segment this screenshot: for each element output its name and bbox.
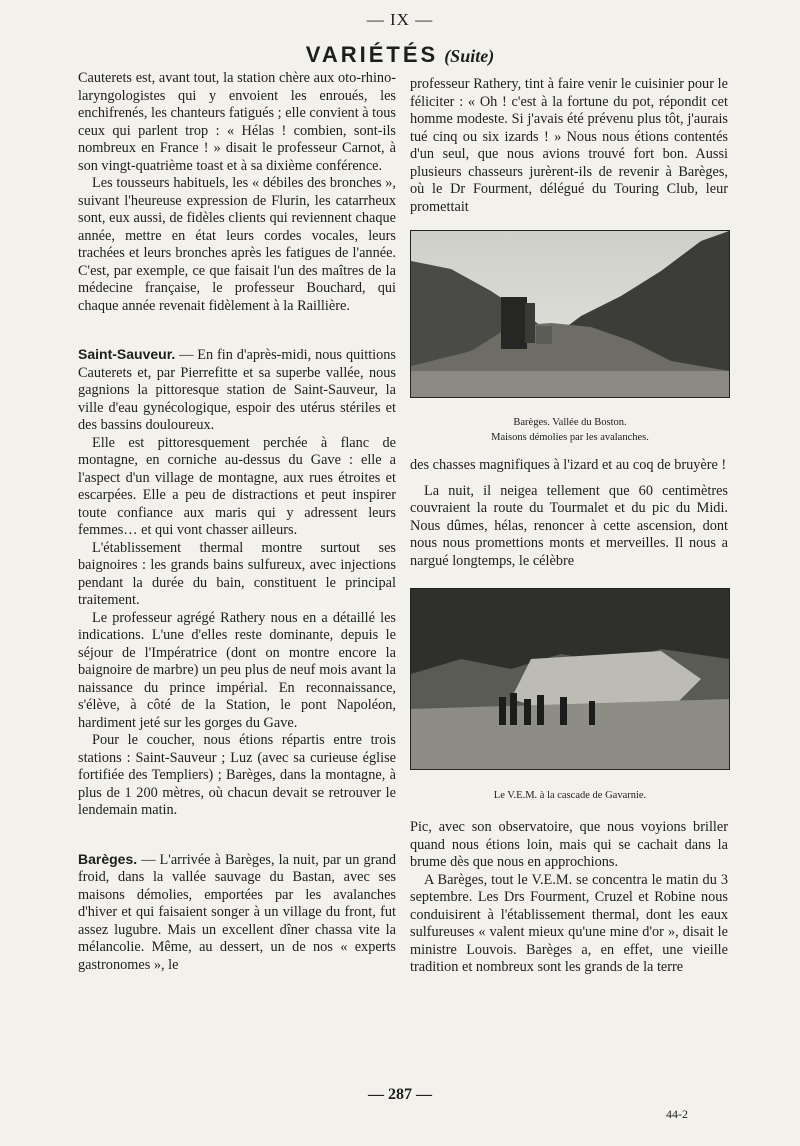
paragraph: professeur Rathery, tint à faire venir le cuisinier pour le féliciter : « Oh ! c'est à la fortune du pot, répondit cet homme modeste. Si j'avais été prévenu plus tôt, j'aurais tué cinq ou six izards ! » Nous nous étions contentés d'un seul, que nous avions trouvé fort bon. Aussi plusieurs chasseurs jurèrent-ils de revenir à Barèges, où le Dr Fourment, délégué du Touring Club, leur promettait — [410, 76, 728, 215]
paragraph: La nuit, il neigea tellement que 60 centimètres couvraient la route du Tourmalet et du pic du Midi. Nous dûmes, hélas, renoncer à cette ascension, dont nous nous promettions monts et merveilles. Il nous a nargué longtemps, le célèbre — [410, 482, 728, 569]
header-title: VARIÉTÉS — [305, 42, 439, 67]
paragraph: A Barèges, tout le V.E.M. se concentra le matin du 3 septembre. Les Drs Fourment, Cruzel et Robine nous conduisirent à l'établissement thermal, dont les eaux sulfureuses « valent mieux qu'une mine d'or », disait le ministre Louvois. Barèges a, en effet, une vieille tradition et nombreux sont les grands de la terre — [410, 871, 728, 975]
figure-caption: Le V.E.M. à la cascade de Gavarnie. — [493, 790, 647, 801]
header-subtitle: (Suite) — [444, 46, 495, 66]
paragraph: L'établissement thermal montre surtout ses baignoires : les grands bains sulfureux, avec injections pendant la durée du bain, constituent le principal traitement. — [78, 539, 396, 608]
figure-caption — [410, 415, 730, 445]
paragraph: Les tousseurs habituels, les « débiles des bronches », suivant l'heureuse expression de Flurin, les catarrheux sont, eux aussi, de fidèles clients qui reviennent chaque année, mettre en état leurs cordes vocales, leurs trachées et leurs bronches après les fatigues de l'année. C'est, par exemple, ce que faisait l'un des maîtres de la médecine française, le professeur Bouchard, qui chaque année revenait fidèlement à la Raillière. — [78, 175, 396, 314]
left-column — [78, 70, 396, 974]
caption-line-1: Barèges. Vallée du Boston. — [513, 417, 627, 428]
valley-photo-image — [411, 231, 729, 397]
section-saint-sauveur — [78, 346, 396, 435]
page-number-bottom: — 287 — — [368, 1086, 432, 1103]
figure-gavarnie — [410, 588, 730, 803]
paragraph: Pic, avec son observatoire, que nous voyions briller quand nous étions loin, mais qui se cachait dans la brume dès que nous en approchions. — [410, 819, 728, 870]
paragraph: Le professeur agrégé Rathery nous en a détaillé les indications. L'une d'elles reste dominante, depuis le séjour de l'Impératrice (dont on montre encore la baignoire de marbre) un peu plus de neuf mois avant la naissance du prince impérial. En reconnaissance, s'élève, à côté de la Station, le pont Napoléon, hardiment jeté sur les gorges du Gave. — [78, 609, 396, 731]
paragraph: Pour le coucher, nous étions répartis entre trois stations : Saint-Sauveur ; Luz (avec sa curieuse église fortifiée des Templiers) ; Barèges, dans la montagne, à plus de 1 200 mètres, où chacun devait se retrouver le lendemain matin. — [78, 732, 396, 818]
section-bareges — [78, 851, 396, 975]
signature-mark: 44-2 — [666, 1107, 688, 1121]
paragraph: Elle est pittoresquement perchée à flanc de montagne, en corniche au-dessus du Gave : elle a l'aspect d'un village de montagne, aux rues étroites et escarpées. Elle a peu de distractions et peut inspirer toute confiance aux maris qui y adressent leurs femmes… et qui vont chasser ailleurs. — [78, 434, 396, 538]
figure-bareges-valley — [410, 230, 730, 445]
section-text: — L'arrivée à Barèges, la nuit, par un grand froid, dans la vallée sauvage du Bastan, avec ses maisons démolies, emportées par les avalanches d'hiver et qui faisaient songer à un village du front, fut assez lugubre. Mais un excellent dîner chassa vite la mélancolie. Même, au dessert, un de nos « experts gastronomes », le — [78, 851, 396, 973]
caption-line-2: Maisons démolies par les avalanches. — [491, 432, 649, 443]
photo-valley — [410, 230, 730, 398]
paragraph: Cauterets est, avant tout, la station chère aux oto-rhino-laryngologistes qui y envoient les enroués, les enchifrenés, les chanteurs fatigués ; elle convient à tous ceux qui parlent trop : « Hélas ! combien, sont-ils nombreux en France ! » disait le professeur Carnot, à son vingt-quatrième toast et à sa dixième conférence. — [78, 70, 396, 174]
section-text: — En fin d'après-midi, nous quittions Cauterets et, par Pierrefitte et sa superbe vallée, nous gagnions la pittoresque station de Saint-Sauveur, la ville d'eau gynécologique, espoir des utérus stériles et des bassins douloureux. — [78, 347, 396, 433]
section-heading: Barèges. — [78, 850, 138, 867]
paragraph: des chasses magnifiques à l'izard et au coq de bruyère ! — [410, 457, 727, 473]
section-heading: Saint-Sauveur. — [78, 346, 176, 362]
page-number-top: — IX — — [366, 10, 434, 29]
cascade-photo-image — [411, 589, 729, 769]
photo-cascade — [410, 588, 730, 770]
right-column — [410, 76, 728, 977]
section-header — [0, 42, 800, 68]
